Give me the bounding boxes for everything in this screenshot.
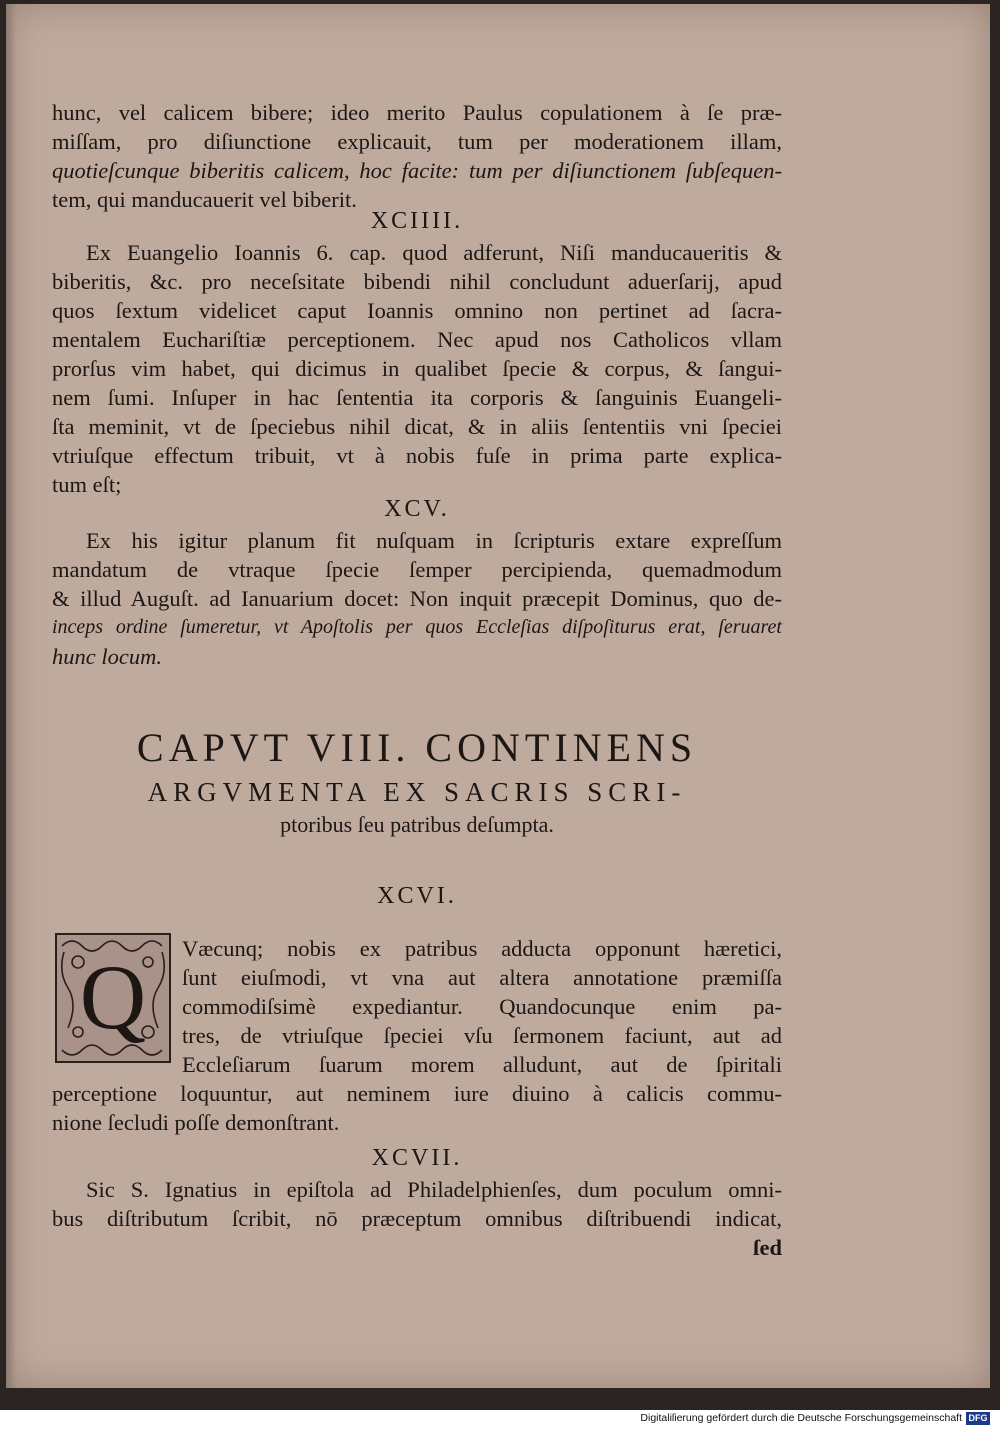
digitization-credit: Digitaliſierung gefördert durch die Deutsche Forschungsgemeinschaft [640,1412,962,1424]
text-line: Ex Euangelio Ioannis 6. cap. quod adferunt, Niſi manducaueritis & [86,240,782,265]
text-line: nione ſecludi poſſe demonſtrant. [52,1110,340,1135]
chapter-subtitle-line: ptoribus ſeu patribus deſumpta. [280,812,554,837]
initial-letter: Q [79,946,147,1048]
continuation-paragraph [52,98,782,214]
text-line: prorſus vim habet, qui dicimus in qualibet ſpecie & corpus, & ſangui- [52,356,782,381]
text-line: Ex his igitur planum fit nuſquam in ſcripturis extare expreſſum [86,528,782,553]
text-line: Væcunq; nobis ex patribus adducta opponunt hæretici, [182,936,782,961]
section-97 [52,1142,782,1262]
text-line: bus diſtributum ſcribit, nō præceptum omnibus diſtribuendi indicat, [52,1206,782,1231]
section-94 [52,205,782,499]
text-line: quotieſcunque biberitis calicem, hoc facite: tum per diſiunctionem ſubſequen- [52,158,782,183]
section-96-heading-block [52,880,782,913]
page-edge-shadow [6,4,16,1388]
chapter-title [52,722,782,840]
text-line: Sic S. Ignatius in epiſtola ad Philadelphienſes, dum poculum omni- [86,1177,782,1202]
text-line: ſta meminit, vt de ſpeciebus nihil dicat, & in aliis ſententiis vni ſpeciei [52,414,782,439]
catchword: ſed [753,1235,782,1260]
dfg-logo-icon: DFG [966,1412,990,1425]
text-line: miſſam, pro diſiunctione explicauit, tum per moderationem illam, [52,129,782,154]
section-heading: XCVI. [377,883,457,909]
text-line: tres, de vtriuſque ſpeciei vſu ſermonem faciunt, aut ad [182,1023,782,1048]
text-line: mandatum de vtraque ſpecie ſemper percipienda, quemadmodum [52,557,782,582]
text-line: Eccleſiarum ſuarum morem alludunt, aut de ſpiritali [182,1052,782,1077]
text-line: nem ſumi. Inſuper in hac ſententia ita corporis & ſanguinis Euangeli- [52,385,782,410]
text-line: ſunt eiuſmodi, vt vna aut altera annotatione præmiſſa [182,965,782,990]
text-line: hunc locum. [52,644,162,669]
text-line: commodiſsimè expediantur. Quandocunque enim pa- [182,994,782,1019]
section-96-initial-text [182,934,782,1079]
text-line: quos ſextum videlicet caput Ioannis omnino non pertinet ad ſacra- [52,298,782,323]
text-line: tem, qui manducauerit vel biberit. [52,187,357,212]
text-line: & illud Auguſt. ad Ianuarium docet: Non inquit præcepit Dominus, quo de- [52,586,782,611]
chapter-subtitle-line: ARGVMENTA EX SACRIS SCRI- [147,777,687,807]
text-line: hunc, vel calicem bibere; ideo merito Paulus copulationem à ſe præ- [52,100,782,125]
text-line: vtriuſque effectum tribuit, vt à nobis fuſe in prima parte explica- [52,443,782,468]
text-line: mentalem Euchariſtiæ perceptionem. Nec apud nos Catholicos vllam [52,327,782,352]
section-heading: XCVII. [371,1145,463,1171]
text-line: perceptione loquuntur, aut neminem iure diuino à calicis commu- [52,1081,782,1106]
section-96-body [52,1079,782,1137]
text-line: inceps ordine ſumeretur, vt Apoſtolis per quos Eccleſias diſpoſiturus erat, ſeruaret [52,616,782,638]
section-heading: XCIIII. [370,208,464,234]
text-line: biberitis, &c. pro neceſsitate bibendi nihil concludunt aduerſarij, apud [52,269,782,294]
decorated-initial [54,932,172,1064]
text-line: tum eſt; [52,472,122,497]
chapter-title-line: CAPVT VIII. CONTINENS [136,725,698,770]
ornamental-initial-icon [54,932,172,1064]
section-95 [52,493,782,671]
section-heading: XCV. [384,496,450,522]
